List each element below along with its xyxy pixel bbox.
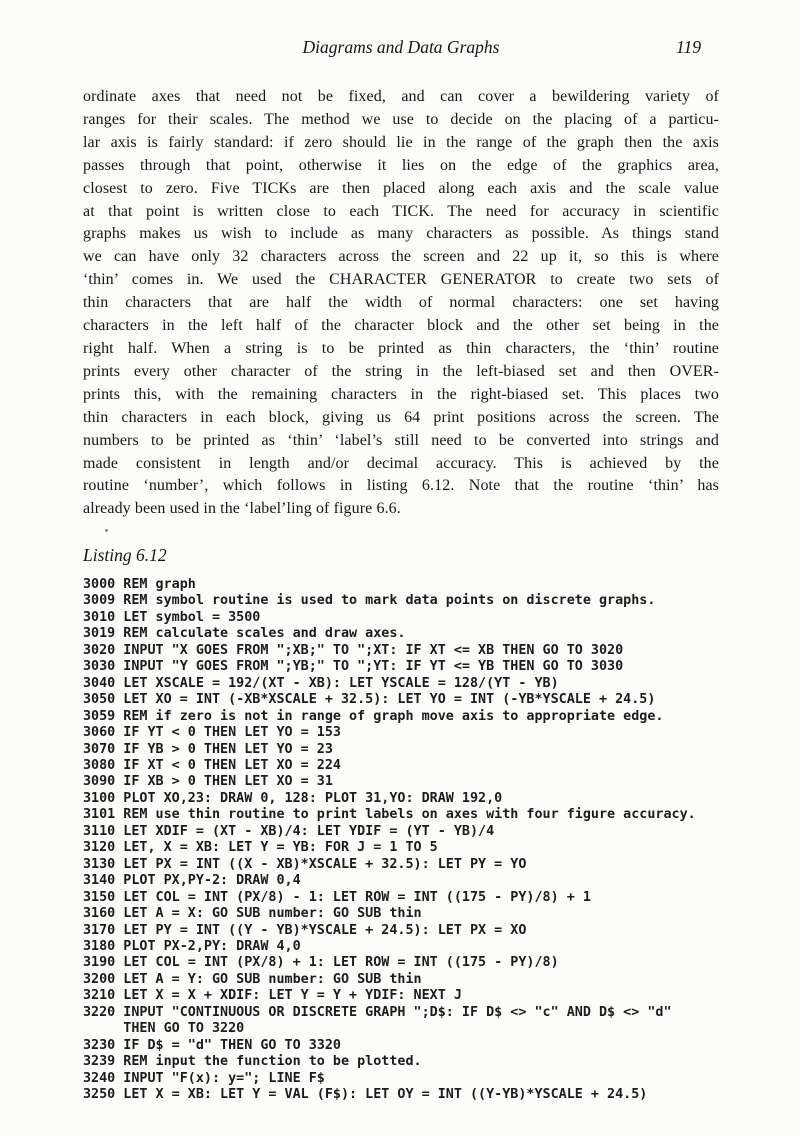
- body-paragraph: [83, 86, 719, 521]
- code-line: 3000 REM graph: [83, 577, 196, 592]
- code-line: 3180 PLOT PX-2,PY: DRAW 4,0: [83, 938, 301, 954]
- paragraph-line: ranges for their scales. The method we use to decide on the placing of a particu-: [83, 110, 719, 128]
- code-line: 3120 LET, X = XB: LET Y = YB: FOR J = 1 TO 5: [83, 840, 438, 856]
- paragraph-line: already been used in the ‘label’ling of figure 6.6.: [83, 500, 401, 518]
- paragraph-line: made consistent in length and/or decimal accuracy. This is achieved by the: [83, 454, 719, 472]
- code-line: 3239 REM input the function to be plotted.: [83, 1054, 422, 1070]
- running-title: Diagrams and Data Graphs: [302, 37, 500, 57]
- code-line: 3140 PLOT PX,PY-2: DRAW 0,4: [83, 873, 301, 889]
- code-line: THEN GO TO 3220: [83, 1021, 245, 1037]
- code-line: 3090 IF XB > 0 THEN LET XO = 31: [83, 774, 333, 790]
- code-line: 3030 INPUT "Y GOES FROM ";YB;" TO ";YT: IF YT <= YB THEN GO TO 3030: [83, 659, 624, 675]
- paragraph-line: right half. When a string is to be printed as thin characters, the ‘thin’ routine: [83, 339, 719, 357]
- code-line: 3050 LET XO = INT (-XB*XSCALE + 32.5): LET YO = INT (-YB*YSCALE + 24.5): [83, 692, 656, 708]
- code-line: 3190 LET COL = INT (PX/8) + 1: LET ROW = INT ((175 - PY)/8): [83, 955, 559, 971]
- code-line: 3170 LET PY = INT ((Y - YB)*YSCALE + 24.5): LET PX = XO: [83, 922, 527, 938]
- code-line: 3160 LET A = X: GO SUB number: GO SUB thin: [83, 906, 422, 922]
- paragraph-line: ‘thin’ comes in. We used the CHARACTER GENERATOR to create two sets of: [83, 271, 719, 289]
- code-line: 3200 LET A = Y: GO SUB number: GO SUB thin: [83, 971, 422, 987]
- code-line: 3009 REM symbol routine is used to mark data points on discrete graphs.: [83, 593, 656, 609]
- paragraph-line: passes through that point, otherwise it lies on the edge of the graphics area,: [83, 156, 719, 174]
- code-line: 3010 LET symbol = 3500: [83, 609, 261, 625]
- page-number: 119: [676, 37, 701, 57]
- paragraph-line: graphs makes us wish to include as many characters as possible. As things stand: [83, 225, 719, 243]
- paragraph-line: routine ‘number’, which follows in listing 6.12. Note that the routine ‘thin’ has: [83, 477, 719, 495]
- code-line: 3019 REM calculate scales and draw axes.: [83, 626, 406, 642]
- paragraph-line: lar axis is fairly standard: if zero should lie in the range of the graph then the axis: [83, 133, 719, 151]
- paragraph-line: characters in the left half of the character block and the other set being in the: [83, 317, 719, 335]
- paragraph-line: we can have only 32 characters across the screen and 22 up it, so this is where: [83, 248, 719, 266]
- code-line: 3210 LET X = X + XDIF: LET Y = Y + YDIF: NEXT J: [83, 988, 462, 1004]
- code-line: 3040 LET XSCALE = 192/(XT - XB): LET YSCALE = 128/(YT - YB): [83, 675, 559, 691]
- code-listing: [83, 577, 696, 1104]
- code-line: 3020 INPUT "X GOES FROM ";XB;" TO ";XT: IF XT <= XB THEN GO TO 3020: [83, 642, 624, 658]
- code-line: 3060 IF YT < 0 THEN LET YO = 153: [83, 725, 341, 741]
- paragraph-line: numbers to be printed as ‘thin’ ‘label’s still need to be converted into strings and: [83, 431, 719, 449]
- code-line: 3150 LET COL = INT (PX/8) - 1: LET ROW = INT ((175 - PY)/8) + 1: [83, 889, 591, 905]
- code-line: 3110 LET XDIF = (XT - XB)/4: LET YDIF = (YT - YB)/4: [83, 823, 495, 839]
- code-line: 3130 LET PX = INT ((X - XB)*XSCALE + 32.5): LET PY = YO: [83, 856, 527, 872]
- paragraph-line: prints every other character of the string in the left-biased set and then OVER-: [83, 362, 719, 380]
- listing-title: Listing 6.12: [83, 545, 167, 565]
- code-line: 3080 IF XT < 0 THEN LET XO = 224: [83, 757, 341, 773]
- code-line: 3250 LET X = XB: LET Y = VAL (F$): LET OY = INT ((Y-YB)*YSCALE + 24.5): [83, 1087, 648, 1103]
- paragraph-line: ordinate axes that need not be fixed, and can cover a bewildering variety of: [83, 88, 719, 105]
- paragraph-line: closest to zero. Five TICKs are then placed along each axis and the scale value: [83, 179, 719, 197]
- code-line: 3230 IF D$ = "d" THEN GO TO 3320: [83, 1037, 341, 1053]
- scan-speck: [105, 529, 108, 532]
- code-line: 3220 INPUT "CONTINUOUS OR DISCRETE GRAPH ";D$: IF D$ <> "c" AND D$ <> "d": [83, 1004, 672, 1020]
- page-header: [83, 37, 719, 57]
- paragraph-line: prints this, with the remaining characters in the right-biased set. This places two: [83, 385, 719, 403]
- code-line: 3059 REM if zero is not in range of graph move axis to appropriate edge.: [83, 708, 664, 724]
- code-line: 3070 IF YB > 0 THEN LET YO = 23: [83, 741, 333, 757]
- code-line: 3100 PLOT XO,23: DRAW 0, 128: PLOT 31,YO: DRAW 192,0: [83, 790, 503, 806]
- code-line: 3101 REM use thin routine to print labels on axes with four figure accuracy.: [83, 807, 696, 823]
- paragraph-line: at that point is written close to each TICK. The need for accuracy in scientific: [83, 202, 719, 220]
- paragraph-line: thin characters that are half the width of normal characters: one set having: [83, 294, 719, 312]
- code-line: 3240 INPUT "F(x): y="; LINE F$: [83, 1070, 325, 1086]
- paragraph-line: thin characters in each block, giving us 64 print positions across the screen. The: [83, 408, 719, 426]
